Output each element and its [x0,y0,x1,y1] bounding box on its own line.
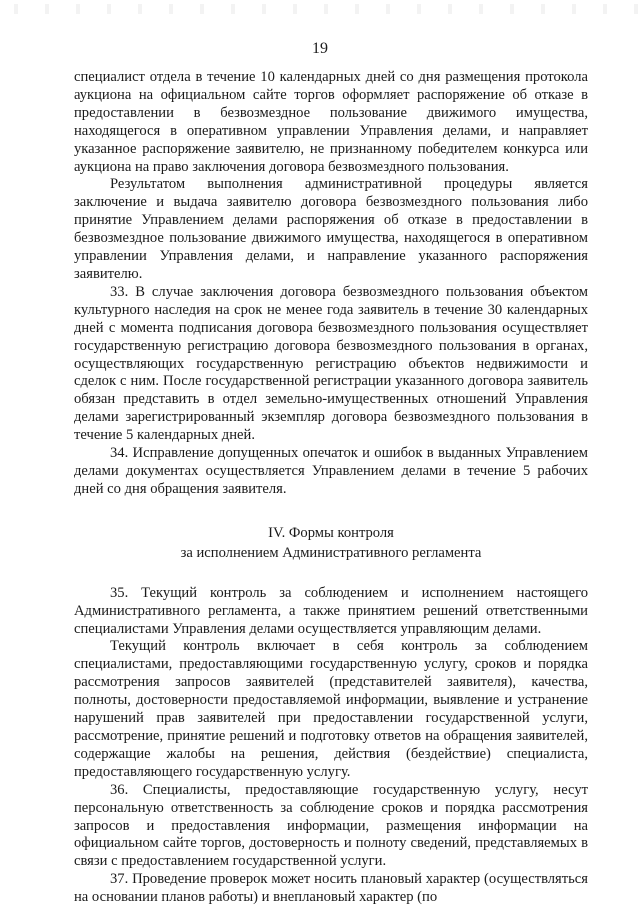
paragraph: Текущий контроль включает в себя контроль за соблюдением специалистами, предоставляющими государственную услугу, сроков и порядка рассмотрения запросов заявителей (представителей заявителя), качества, полноты, достоверности предоставляемой информации, выявление и устранение нарушений прав заявителей при предоставлении государственной услуги, рассмотрение, принятие решений и подготовку ответов на обращения заявителей, содержащие жалобы на решения, действия (бездействие) специалиста, предоставляющего государственную услугу. [74,638,588,780]
paragraph: специалист отдела в течение 10 календарных дней со дня размещения протокола аукциона на официальном сайте торгов оформляет распоряжение об отказе в предоставлении в безвозмездное пользование движимого имущества, находящегося в оперативном управлении Управления делами, и направляет указанное распоряжение заявителю, не признанному победителем конкурса или аукциона на право заключения договора безвозмездного пользования. [74,69,588,175]
section-heading [74,523,588,563]
paragraph-item-36: 36. Специалисты, предоставляющие государственную услугу, несут персональную ответственность за соблюдение сроков и порядка рассмотрения запросов и предоставления информации, размещения информации на официальном сайте торгов, достоверность и полноту сведений, представляемых в связи с предоставлением государственной услуги. [74,781,588,870]
scan-artifact-strip [0,4,640,14]
document-body [74,69,588,907]
paragraph: Результатом выполнения административной процедуры является заключение и выдача заявителю договора безвозмездного пользования либо принятие Управлением делами распоряжения об отказе в предоставлении в безвозмездное пользование движимого имущества, находящегося в оперативном управлении Управления делами, и направление указанного распоряжения заявителю. [74,176,588,282]
section-heading-line-1: IV. Формы контроля [268,524,394,541]
paragraph-item-35: 35. Текущий контроль за соблюдением и исполнением настоящего Административного регламента, а также принятием решений ответственными специалистами Управления делами осуществляется управляющим делами. [74,584,588,637]
paragraph-item-34: 34. Исправление допущенных опечаток и ошибок в выданных Управлением делами документах осуществляется Управлением делами в течение 5 рабочих дней со дня обращения заявителя. [74,445,588,497]
page-number: 19 [312,40,328,57]
paragraph-item-33: 33. В случае заключения договора безвозмездного пользования объектом культурного наследия на срок не менее года заявитель в течение 30 календарных дней с момента подписания договора безвозмездного пользования осуществляет государственную регистрацию договора безвозмездного пользования в органах, осуществляющих государственную регистрацию объектов недвижимости и сделок с ним. После государственной регистрации указанного договора заявитель обязан представить в отдел земельно-имущественных отношений Управления делами зарегистрированный экземпляр договора безвозмездного пользования в течение 5 календарных дней. [74,283,588,444]
section-heading-line-2: за исполнением Административного регламента [180,544,482,561]
paragraph-item-37: 37. Проведение проверок может носить плановый характер (осуществляться на основании планов работы) и внеплановый характер (по [74,871,588,906]
